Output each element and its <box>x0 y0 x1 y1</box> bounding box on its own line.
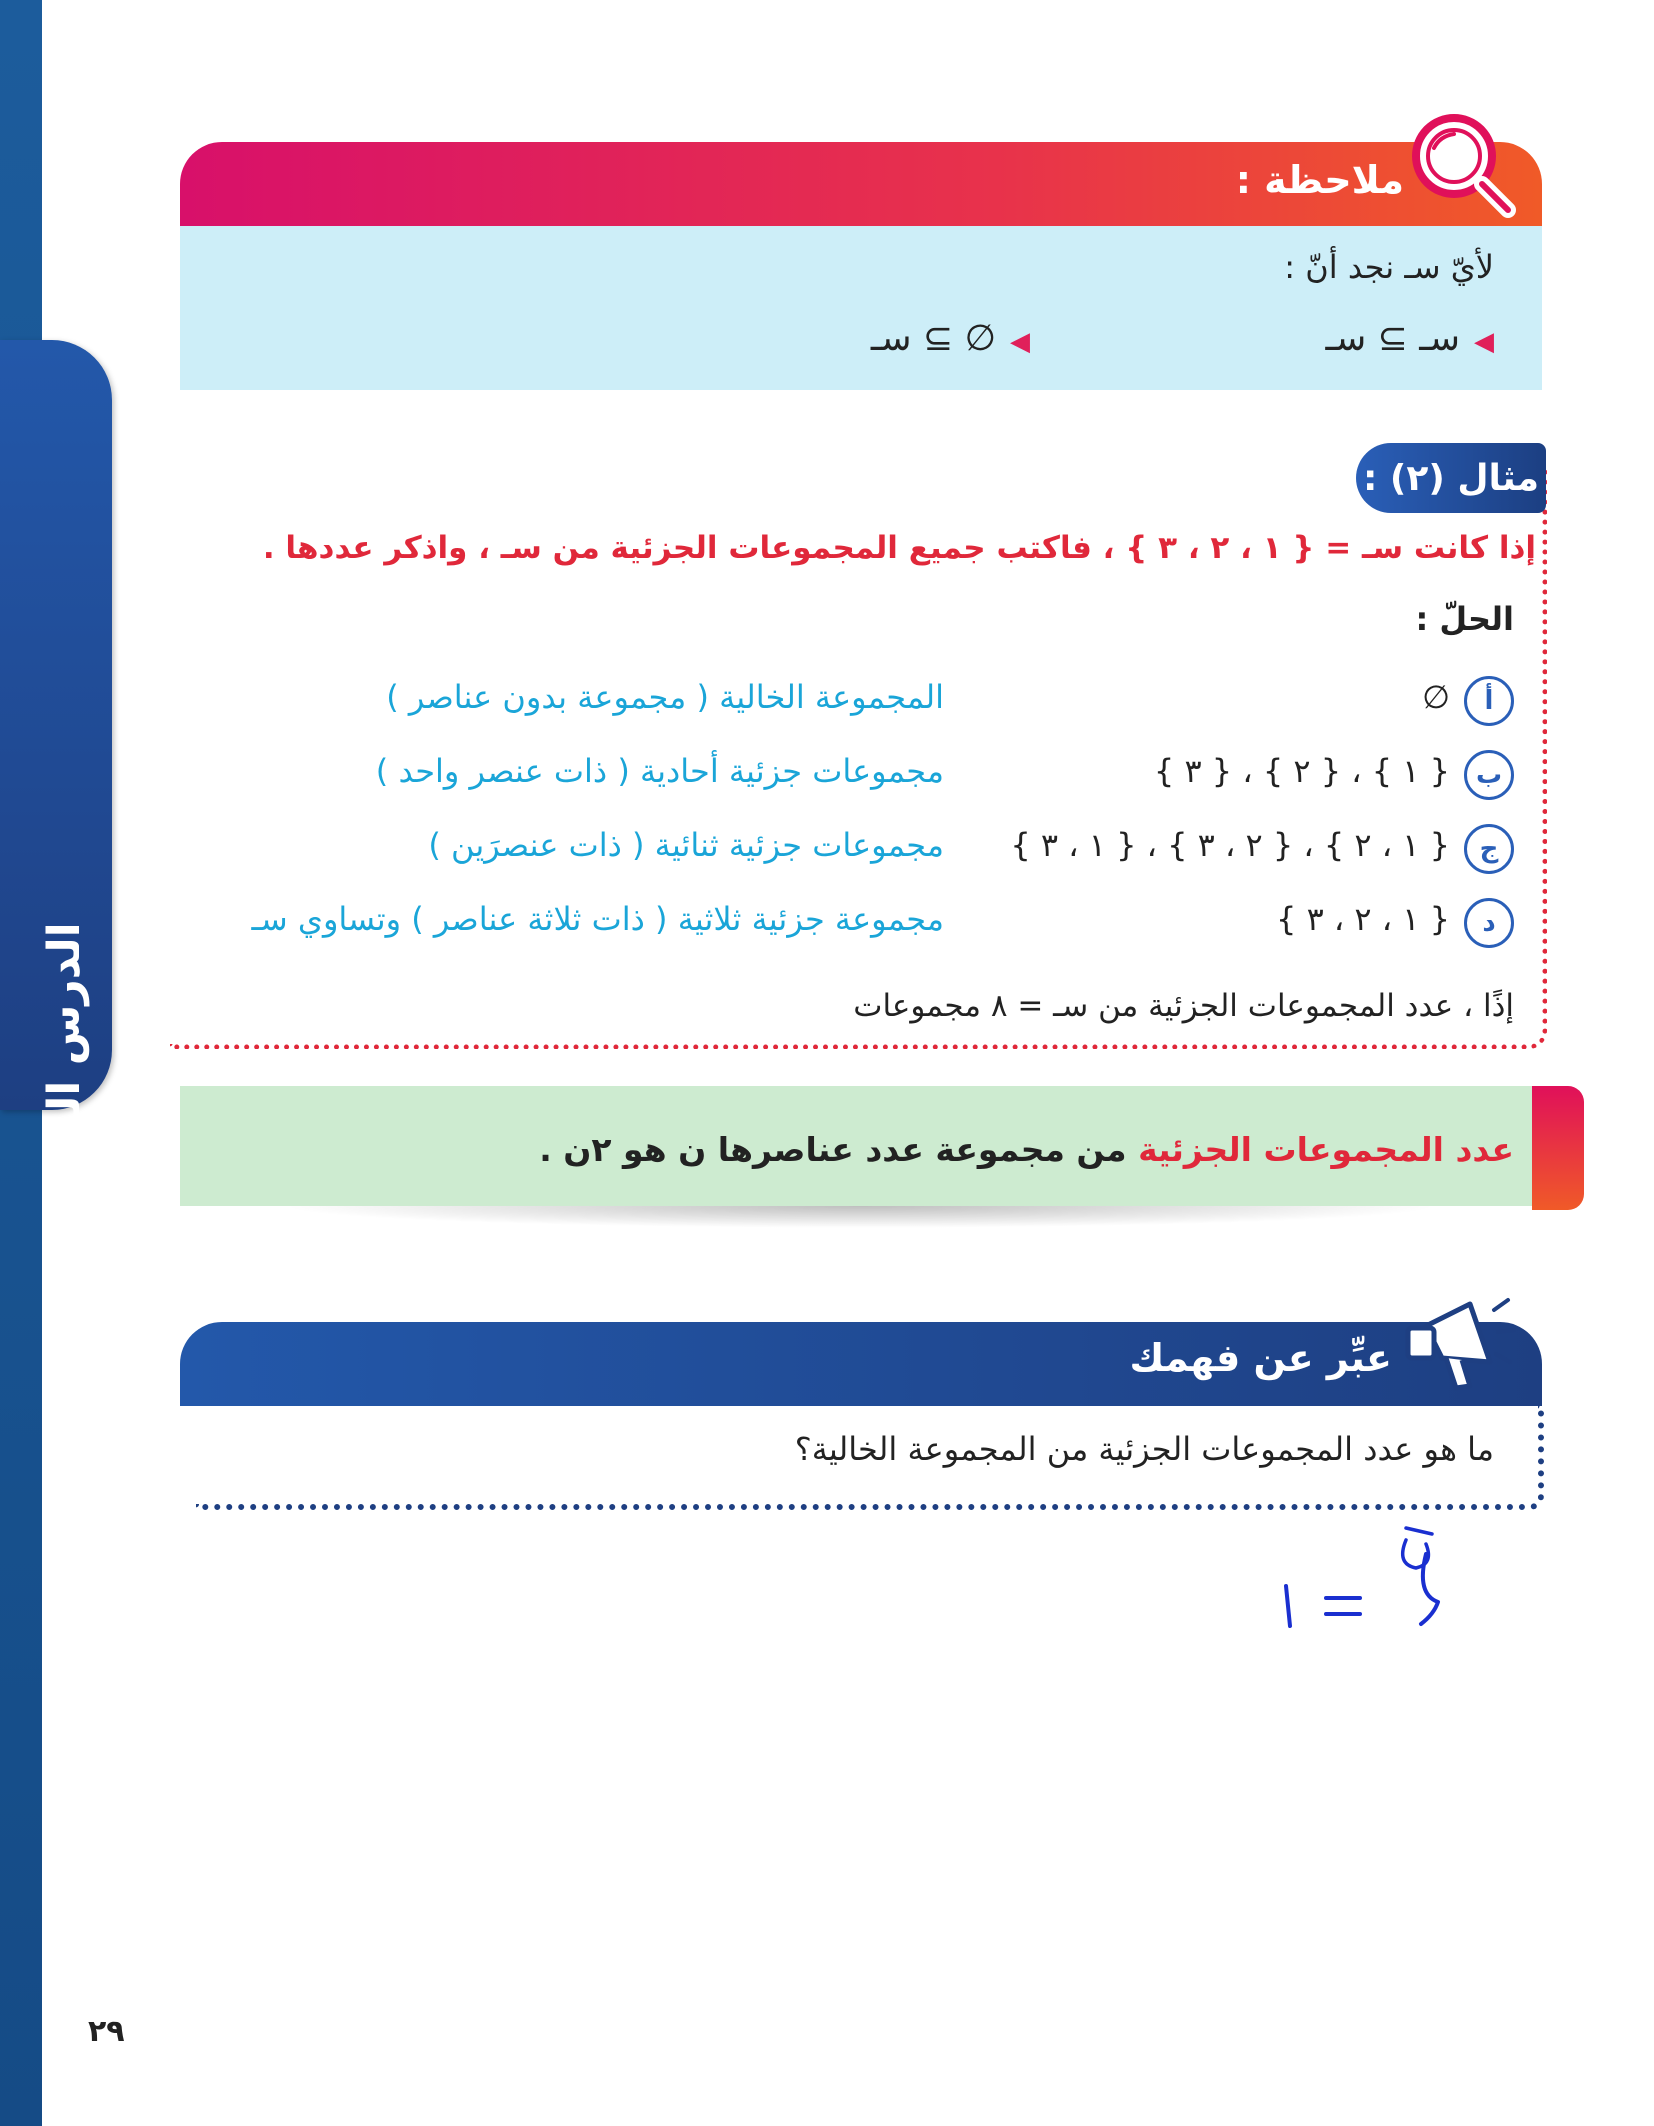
page-number: ٢٩ <box>88 2014 125 2049</box>
express-question: ما هو عدد المجموعات الجزئية من المجموعة الخالية؟ <box>794 1430 1494 1468</box>
row-set: { ١ } ، { ٢ } ، { ٣ } <box>1153 752 1450 790</box>
subset-row <box>214 894 1514 954</box>
row-description: المجموعة الخالية ( مجموعة بدون عناصر ) <box>386 678 944 716</box>
rule-body: من مجموعة عدد عناصرها ن هو ٢ن . <box>539 1130 1139 1169</box>
subset-row <box>214 746 1514 806</box>
lesson-tab-label: الدرس الثاني <box>38 922 90 1208</box>
rule-shadow <box>280 1206 1440 1228</box>
example-conclusion: إذًا ، عدد المجموعات الجزئية من سـ = ٨ مجموعات <box>853 988 1514 1024</box>
triangle-bullet-icon: ◀ <box>1010 327 1030 357</box>
row-badge: د <box>1464 898 1514 948</box>
row-badge: أ <box>1464 676 1514 726</box>
rule-highlight: عدد المجموعات الجزئية <box>1138 1130 1514 1169</box>
formula-2-text: ∅ ⊇ سـ <box>870 318 996 359</box>
example-question: إذا كانت سـ = { ١ ، ٢ ، ٣ } ، فاكتب جميع المجموعات الجزئية من سـ ، واذكر عددها . <box>262 530 1536 566</box>
magnifier-icon <box>1404 106 1516 218</box>
rule-text <box>539 1130 1514 1169</box>
note-formula-2 <box>871 318 1030 359</box>
note-formula-1 <box>1326 318 1494 359</box>
row-badge: ب <box>1464 750 1514 800</box>
row-set: ∅ <box>1422 678 1450 716</box>
row-description: مجموعة جزئية ثلاثية ( ذات ثلاثة عناصر ) وتساوي سـ <box>251 900 944 938</box>
subset-row <box>214 672 1514 732</box>
express-title: عبِّر عن فهمك <box>1129 1336 1392 1380</box>
handwritten-answer <box>1256 1524 1456 1634</box>
triangle-bullet-icon: ◀ <box>1474 327 1494 357</box>
rule-accent-bar <box>1532 1086 1584 1210</box>
megaphone-icon <box>1398 1288 1518 1398</box>
row-set: { ١ ، ٢ ، ٣ } <box>1276 900 1450 938</box>
row-badge: ج <box>1464 824 1514 874</box>
row-set: { ١ ، ٢ } ، { ٢ ، ٣ } ، { ١ ، ٣ } <box>1010 826 1450 864</box>
solution-label: الحلّ : <box>1415 600 1514 638</box>
formula-1-text: سـ ⊇ سـ <box>1325 318 1460 359</box>
example-label: مثال (٢) : <box>1356 443 1546 513</box>
subset-row <box>214 820 1514 880</box>
note-intro: لأيّ سـ نجد أنّ : <box>1284 248 1494 286</box>
row-description: مجموعات جزئية أحادية ( ذات عنصر واحد ) <box>375 752 944 790</box>
note-title: ملاحظة : <box>1235 158 1404 202</box>
row-description: مجموعات جزئية ثنائية ( ذات عنصرَين ) <box>428 826 944 864</box>
